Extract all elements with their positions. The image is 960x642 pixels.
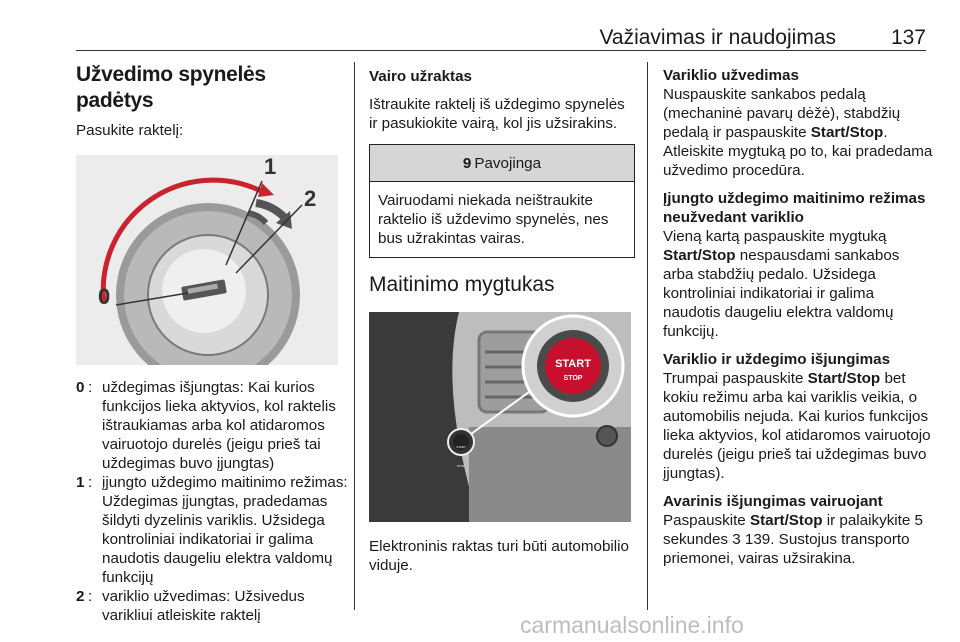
intro-text: Pasukite raktelį:: [76, 122, 184, 139]
ignition-figure: [76, 155, 338, 365]
list-item-number: 0: [76, 379, 85, 396]
dashboard-illustration: [369, 312, 631, 522]
subheading-emergency-off: Avarinis išjungimas vairuojant: [663, 493, 883, 510]
ignition-key-illustration: [76, 155, 338, 365]
engine-off-section: [663, 350, 933, 483]
header-title: Važiavimas ir naudojimas: [599, 26, 836, 49]
list-item-number: 1: [76, 474, 85, 491]
subheading-accessory-mode: Įjungto uždegimo maitinimo režimas neužvedant variklio: [663, 190, 926, 226]
list-item-number: 2: [76, 588, 85, 605]
list-item: 1 : įjungto uždegimo maitinimo režimas: Uždegimas įjungtas, pradedamas šildyti dyzelinis variklis. Užsidega kontroliniai indikatoriai ir galima naudotis daugeliu elektra valdomų funkcijų: [76, 474, 348, 586]
warning-triangle-icon: 9: [462, 154, 472, 172]
warning-header: [370, 145, 634, 182]
column-1: [76, 62, 348, 625]
header-rule: [76, 50, 926, 51]
list-item-text: variklio užvedimas: Užsivedus varikliui atleiskite raktelį: [102, 588, 305, 624]
subheading-engine-start: Variklio užvedimas: [663, 67, 799, 84]
position-label-1: 1: [264, 155, 277, 179]
page-reference-icon[interactable]: 3: [732, 531, 741, 548]
ignition-positions-list: [76, 378, 348, 625]
column-2: [369, 62, 635, 575]
warning-text: Vairuodami niekada neištraukite raktelio iš uždevimo spynelės, nes bus užrakintas vairas.: [378, 192, 609, 247]
page-header: [76, 26, 926, 50]
column-3: [663, 62, 933, 577]
emergency-off-text: Paspauskite Start/Stop ir palaikykite 5 sekundes 3 139. Sustojus transporto priemonei, vairas užsirakina.: [663, 512, 923, 567]
start-label: START: [555, 358, 591, 370]
engine-off-text: Trumpai paspauskite Start/Stop bet kokiu režimu arba kai variklis veikia, o automobilis nejuda. Kai kurios funkcijos lieka aktyvios, kol atidaromos vairuotojo durelės (jeigu prieš tai uždegimas buvo įjungtas).: [663, 370, 931, 482]
page-number: 137: [890, 26, 926, 49]
small-start-stop-label: START STOP: [456, 445, 466, 468]
accessory-mode-section: [663, 189, 933, 341]
position-label-2: 2: [304, 186, 317, 211]
subheading-engine-off: Variklio ir uždegimo išjungimas: [663, 351, 891, 368]
emergency-off-section: [663, 492, 933, 568]
start-stop-photo: [369, 312, 631, 522]
column-divider-2: [647, 62, 648, 610]
position-label-0: 0: [98, 284, 111, 309]
warning-title: Pavojinga: [474, 154, 542, 172]
section-heading-power-button: Maitinimo mygtukas: [369, 273, 555, 296]
warning-box: [369, 144, 635, 258]
section-heading-steering-lock: Vairo užraktas: [369, 68, 472, 85]
photo-caption: Elektroninis raktas turi būti automobilio viduje.: [369, 538, 629, 574]
engine-start-section: [663, 66, 933, 180]
stop-label: STOP: [563, 375, 583, 382]
steering-lock-text: Ištraukite raktelį iš uždegimo spynelės ir pasukiokite vairą, kol jis užsirakins.: [369, 96, 625, 132]
list-item-text: uždegimas išjungtas: Kai kurios funkcijos lieka aktyvios, kol raktelis ištraukiamas arba kol atidaromos vairuotojo durelės (jeigu prieš tai uždegimas buvo įjungtas): [102, 379, 336, 472]
list-item: 0 : uždegimas išjungtas: Kai kurios funkcijos lieka aktyvios, kol raktelis ištraukiamas arba kol atidaromos vairuotojo durelės (jeigu prieš tai uždegimas buvo įjungtas): [76, 378, 348, 473]
list-item: 2 : variklio užvedimas: Užsivedus varikliui atleiskite raktelį: [76, 587, 348, 625]
section-heading-ignition: Užvedimo spynelės padėtys: [76, 63, 266, 112]
watermark: carmanualsonline.info: [520, 612, 744, 638]
accessory-mode-text: Vieną kartą paspauskite mygtuką Start/Stop nespausdami sankabos arba stabdžių pedalo. Užsidega kontroliniai indikatoriai ir galima naudotis daugeliu elektra valdomų funkcijų.: [663, 228, 900, 340]
engine-start-text: Nuspauskite sankabos pedalą (mechaninė pavarų dėžė), stabdžių pedalą ir paspauskite Start/Stop. Atleiskite mygtuką po to, kai pradedama užvedimo procedūra.: [663, 86, 933, 179]
list-item-text: įjungto uždegimo maitinimo režimas: Uždegimas įjungtas, pradedamas šildyti dyzelinis variklis. Užsidega kontroliniai indikatoriai ir galima naudotis daugeliu elektra valdomų funkcijų: [102, 474, 348, 586]
column-divider-1: [354, 62, 355, 610]
